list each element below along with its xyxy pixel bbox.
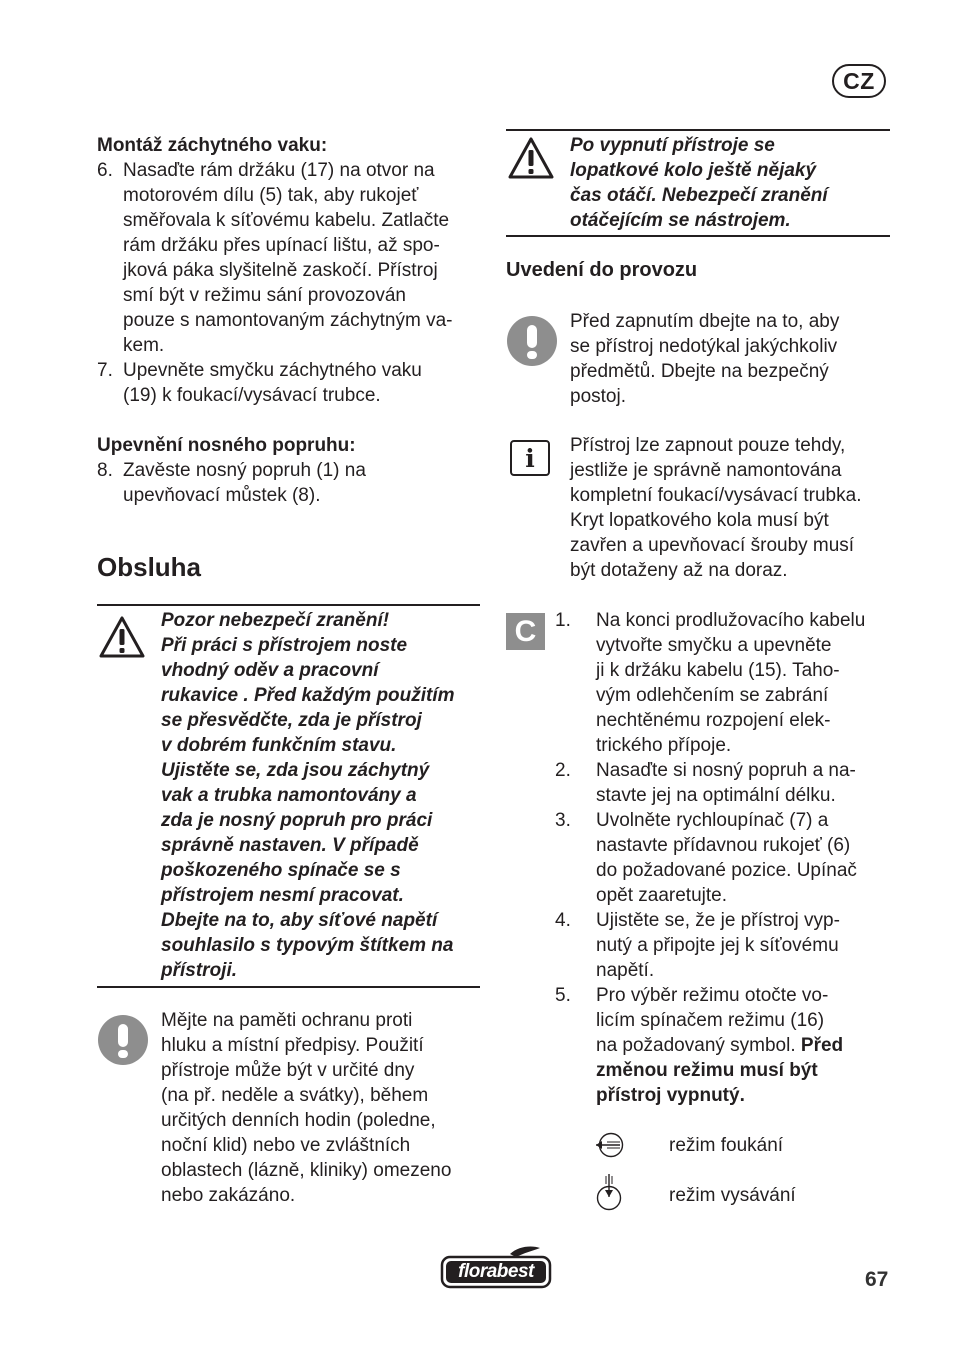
text-line: přístrojem nesmí pracovat. xyxy=(161,885,404,906)
info-text xyxy=(570,433,861,583)
text-line: ji k držáku kabelu (15). Taho- xyxy=(596,660,840,681)
section-heading: Uvedení do provozu xyxy=(506,259,698,281)
text-line: Upevněte smyčku záchytného vaku xyxy=(123,360,422,381)
suction-mode-icon xyxy=(594,1172,624,1212)
list-number: 1. xyxy=(555,610,571,631)
suction-mode-label: režim vysávání xyxy=(669,1185,796,1206)
exclamation-note-icon xyxy=(98,1015,148,1065)
text-line: rám držáku přes upínací lištu, až spo- xyxy=(123,235,440,256)
text-line: se přesvědčte, zda je přístroj xyxy=(161,710,422,731)
text-line: smí být v režimu sání provozován xyxy=(123,285,406,306)
text-line: kem. xyxy=(123,335,165,356)
language-badge xyxy=(832,64,886,98)
text-line: přístroji. xyxy=(161,960,238,981)
text-line: postoj. xyxy=(570,386,626,407)
florabest-logo xyxy=(440,1245,552,1296)
text-line: hluku a místní předpisy. Použití xyxy=(161,1035,424,1056)
page-number: 67 xyxy=(865,1268,889,1291)
list-number: 8. xyxy=(97,460,113,481)
text-line: stavte jej na optimální délku. xyxy=(596,785,836,806)
text-line: vak a trubka namontovány a xyxy=(161,785,417,806)
text-line: Ujistěte se, zda jsou záchytný xyxy=(161,760,430,781)
warning-text xyxy=(161,608,455,983)
text-line: noční klid) nebo ve zvláštních xyxy=(161,1135,411,1156)
text-line: motorovém dílu (5) tak, aby rukojeť xyxy=(123,185,419,206)
text-line: přístroje může být v určité dny xyxy=(161,1060,415,1081)
text-line: směřovala k síťovému kabelu. Zatlačte xyxy=(123,210,450,231)
language-code: CZ xyxy=(843,67,875,94)
text-line: Pozor nebezpečí zranění! xyxy=(161,610,390,631)
list-text xyxy=(123,458,366,508)
warning-triangle-icon xyxy=(98,615,146,659)
blow-mode-label: režim foukání xyxy=(669,1135,784,1156)
right-warning-bottom-rule xyxy=(506,235,890,237)
right-warning-top-rule xyxy=(506,129,890,131)
text-line: trického přípoje. xyxy=(596,735,732,756)
list-number: 4. xyxy=(555,910,571,931)
text-line: lopatkové kolo ještě nějaký xyxy=(570,160,817,181)
list-text xyxy=(123,358,422,408)
text-line: nebo zakázáno. xyxy=(161,1185,296,1206)
text-segment: na požadovaný symbol. xyxy=(596,1035,796,1056)
text-line: (19) k foukací/vysávací trubce. xyxy=(123,385,381,406)
warning-bottom-rule xyxy=(97,986,480,988)
operation-c-label: C xyxy=(514,614,537,648)
text-line: Dbejte na to, aby síťové napětí xyxy=(161,910,438,931)
section-title: Obsluha xyxy=(97,552,202,582)
text-line: nechtěnému rozpojení elek- xyxy=(596,710,831,731)
list-text xyxy=(596,608,865,758)
text-line: (na př. neděle a svátky), během xyxy=(161,1085,429,1106)
text-line: zda je nosný popruh pro práci xyxy=(161,810,433,831)
list-text xyxy=(596,983,843,1108)
text-line: Ujistěte se, že je přístroj vyp- xyxy=(596,910,840,931)
text-line: souhlasilo s typovým štítkem na xyxy=(161,935,454,956)
text-line: otáčejícím se nástrojem. xyxy=(570,210,791,231)
exclamation-note-icon xyxy=(507,316,557,366)
list-text xyxy=(596,808,857,908)
text-line: Pro výběr režimu otočte vo- xyxy=(596,985,829,1006)
text-line: Zavěste nosný popruh (1) na xyxy=(123,460,366,481)
blow-mode-icon xyxy=(594,1130,628,1160)
text-line: Nasaďte rám držáku (17) na otvor na xyxy=(123,160,435,181)
text-line: vytvořte smyčku a upevněte xyxy=(596,635,832,656)
text-line: rukavice . Před každým použitím xyxy=(161,685,455,706)
list-number: 7. xyxy=(97,360,113,381)
logo-wordmark: florabest xyxy=(458,1261,534,1282)
text-line: opět zaaretujte. xyxy=(596,885,727,906)
text-line: licím spínačem režimu (16) xyxy=(596,1010,825,1031)
text-line: oblastech (lázně, kliniky) omezeno xyxy=(161,1160,452,1181)
bold-segment: Před xyxy=(800,1035,844,1056)
list-text xyxy=(596,908,840,983)
text-line: předmětů. Dbejte na bezpečný xyxy=(570,361,829,382)
text-line: Uvolněte rychloupínač (7) a xyxy=(596,810,829,831)
text-line: upevňovací můstek (8). xyxy=(123,485,321,506)
text-line: napětí. xyxy=(596,960,655,981)
bold-line: změnou režimu musí být xyxy=(596,1060,818,1081)
text-line: Před zapnutím dbejte na to, aby xyxy=(570,311,840,332)
text-line: se přístroj nedotýkal jakýchkoliv xyxy=(570,336,838,357)
note-text xyxy=(161,1008,451,1208)
text-line: vým odlehčením se zabrání xyxy=(596,685,829,706)
text-line: Mějte na paměti ochranu proti xyxy=(161,1010,413,1031)
text-line: zavřen a upevňovací šrouby musí xyxy=(570,535,855,556)
text-line: Na konci prodlužovacího kabelu xyxy=(596,610,866,631)
list-number: 5. xyxy=(555,985,571,1006)
operation-c-icon xyxy=(506,613,545,650)
text-line: jestliže je správně namontována xyxy=(570,460,842,481)
text-line: Kryt lopatkového kola musí být xyxy=(570,510,829,531)
text-line: do požadované pozice. Upínač xyxy=(596,860,857,881)
text-line: jková páka slyšitelně zaskočí. Přístroj xyxy=(123,260,438,281)
text-line xyxy=(596,1033,843,1058)
text-line: Po vypnutí přístroje se xyxy=(570,135,775,156)
text-line: pouze s namontovaným záchytným va- xyxy=(123,310,453,331)
text-line: Přístroj lze zapnout pouze tehdy, xyxy=(570,435,846,456)
list-text xyxy=(596,758,856,808)
text-line: vhodný oděv a pracovní xyxy=(161,660,379,681)
text-line: Nasaďte si nosný popruh a na- xyxy=(596,760,856,781)
text-line: Při práci s přístrojem noste xyxy=(161,635,408,656)
right-note-text xyxy=(570,309,839,409)
bold-line: přístroj vypnutý. xyxy=(596,1085,745,1106)
list-number: 2. xyxy=(555,760,571,781)
strap-heading: Upevnění nosného popruhu: xyxy=(97,435,356,456)
right-warning-text xyxy=(570,133,828,233)
text-line: určitých denních hodin (poledne, xyxy=(161,1110,436,1131)
text-line: čas otáčí. Nebezpečí zranění xyxy=(570,185,828,206)
warning-top-rule xyxy=(97,604,480,606)
info-icon: i xyxy=(510,440,550,476)
list-number: 3. xyxy=(555,810,571,831)
text-line: kompletní foukací/vysávací trubka. xyxy=(570,485,862,506)
text-line: nastavte přídavnou rukojeť (6) xyxy=(596,835,851,856)
text-line: nutý a připojte jej k síťovému xyxy=(596,935,839,956)
list-number: 6. xyxy=(97,160,113,181)
text-line: v dobrém funkčním stavu. xyxy=(161,735,397,756)
assembly-bag-heading: Montáž záchytného vaku: xyxy=(97,135,328,156)
text-line: poškozeného spínače se s xyxy=(161,860,401,881)
warning-triangle-icon xyxy=(507,136,555,180)
text-line: být dotaženy až na doraz. xyxy=(570,560,788,581)
list-text xyxy=(123,158,453,358)
text-line: správně nastaven. V případě xyxy=(161,835,419,856)
